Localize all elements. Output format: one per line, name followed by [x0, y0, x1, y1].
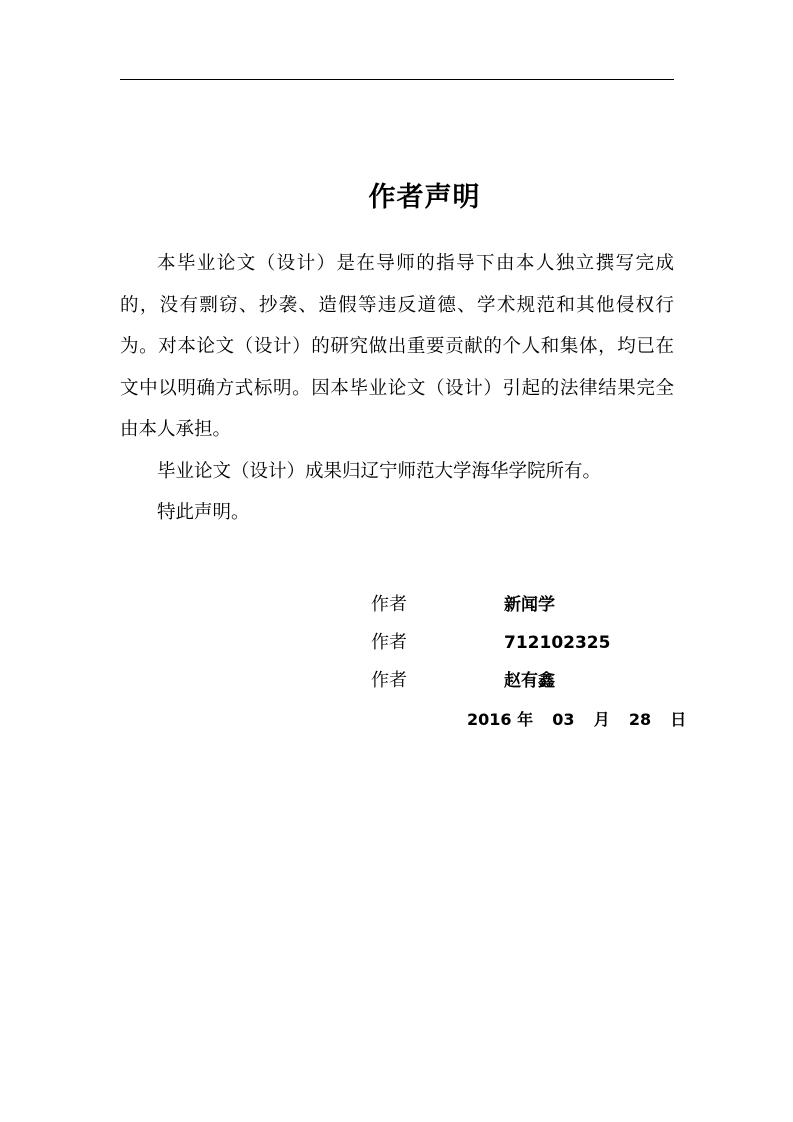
declaration-paragraph: 本毕业论文（设计）是在导师的指导下由本人独立撰写完成的，没有剽窃、抄袭、造假等违反道德、学术规范和其他侵权行为。对本论文（设计）的研究做出重要贡献的个人和集体，均已在文中以明确方式标明。因本毕业论文（设计）引起的法律结果完全由本人承担。	[120, 253, 674, 440]
header-rule	[120, 79, 674, 80]
ownership-paragraph: 毕业论文（设计）成果归辽宁师范大学海华学院所有。	[157, 460, 602, 482]
date-year-unit: 年	[517, 710, 534, 729]
date-month-unit: 月	[593, 710, 610, 729]
signature-label: 作者	[371, 594, 407, 615]
date-month: 03	[552, 710, 575, 729]
signature-date	[467, 705, 686, 735]
signature-value-major: 新闻学	[504, 595, 555, 615]
signature-value-student-id: 712102325	[504, 633, 611, 653]
signature-row-major	[371, 590, 671, 628]
closing-paragraph: 特此声明。	[157, 502, 250, 523]
declaration-body	[120, 243, 674, 534]
signature-value-name: 赵有鑫	[504, 671, 555, 691]
date-day-unit: 日	[670, 710, 687, 729]
date-year: 2016	[467, 710, 512, 729]
signature-row-student-id	[371, 628, 671, 666]
date-day: 28	[628, 710, 652, 729]
signature-label: 作者	[371, 670, 407, 691]
page-title: 作者声明	[368, 182, 481, 213]
signature-block	[371, 590, 671, 704]
signature-row-name	[371, 666, 671, 704]
signature-label: 作者	[371, 632, 407, 653]
